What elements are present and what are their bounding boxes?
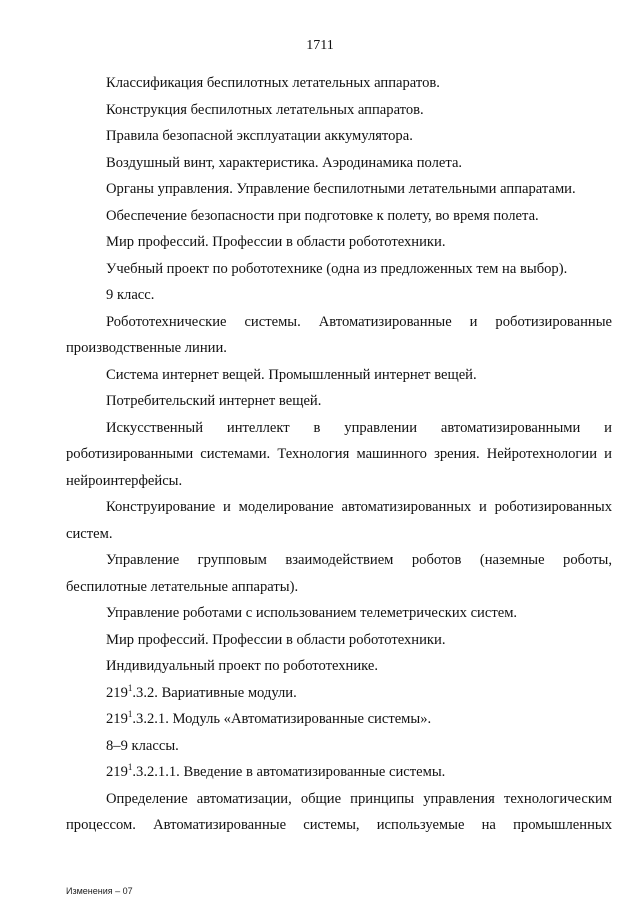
section-title: .3.2.1.1. Введение в автоматизированные системы. [132, 764, 446, 780]
paragraph: Конструирование и моделирование автоматизированных и роботизированных систем. [66, 499, 612, 542]
section-heading-module [66, 706, 612, 733]
paragraph: Учебный проект по робототехнике (одна из предложенных тем на выбор). [106, 260, 568, 277]
paragraph: Система интернет вещей. Промышленный интернет вещей. [106, 366, 477, 383]
document-body [66, 70, 612, 839]
paragraph: Мир профессий. Профессии в области робототехники. [106, 631, 446, 648]
grade-heading: 9 класс. [106, 287, 155, 303]
paragraph: Индивидуальный проект по робототехнике. [106, 658, 379, 674]
section-superscript: 1 [127, 682, 133, 693]
paragraph: Управление групповым взаимодействием роботов (наземные роботы, беспилотные летательные аппараты). [66, 552, 612, 595]
subsection-heading [66, 759, 612, 786]
page-number: 1711 [306, 38, 334, 53]
paragraph: Воздушный винт, характеристика. Аэродинамика полета. [106, 154, 463, 171]
section-superscript: 1 [127, 709, 133, 720]
section-number: 219 [106, 711, 128, 727]
section-title: .3.2. Вариативные модули. [132, 684, 297, 701]
section-number: 219 [106, 764, 128, 780]
paragraph: Робототехнические системы. Автоматизированные и роботизированные производственные линии. [66, 313, 612, 356]
paragraph: Мир профессий. Профессии в области робототехники. [106, 234, 446, 250]
paragraph: Искусственный интеллект в управлении автоматизированными и роботизированными системами. Технология машинного зрения. Нейротехнологии и нейроинтерфейсы. [66, 419, 612, 489]
paragraph: Классификация беспилотных летательных аппаратов. [106, 75, 440, 91]
footer-note: Изменения – 07 [66, 886, 133, 896]
section-heading-variative-modules [66, 680, 612, 707]
section-superscript: 1 [127, 762, 133, 773]
grade-heading: 8–9 классы. [106, 737, 179, 754]
paragraph: Управление роботами с использованием телеметрических систем. [106, 605, 518, 621]
section-number: 219 [106, 684, 128, 701]
paragraph: Органы управления. Управление беспилотными летательными аппаратами. [106, 181, 576, 197]
paragraph: Конструкция беспилотных летательных аппаратов. [106, 101, 424, 118]
paragraph: Потребительский интернет вещей. [106, 393, 322, 409]
section-title: .3.2.1. Модуль «Автоматизированные системы». [132, 711, 432, 727]
paragraph: Обеспечение безопасности при подготовке к полету, во время полета. [106, 207, 539, 224]
paragraph: Правила безопасной эксплуатации аккумулятора. [106, 128, 413, 144]
paragraph: Определение автоматизации, общие принципы управления технологическим процессом. Автоматизированные системы, используемые на промышленных [66, 790, 612, 833]
